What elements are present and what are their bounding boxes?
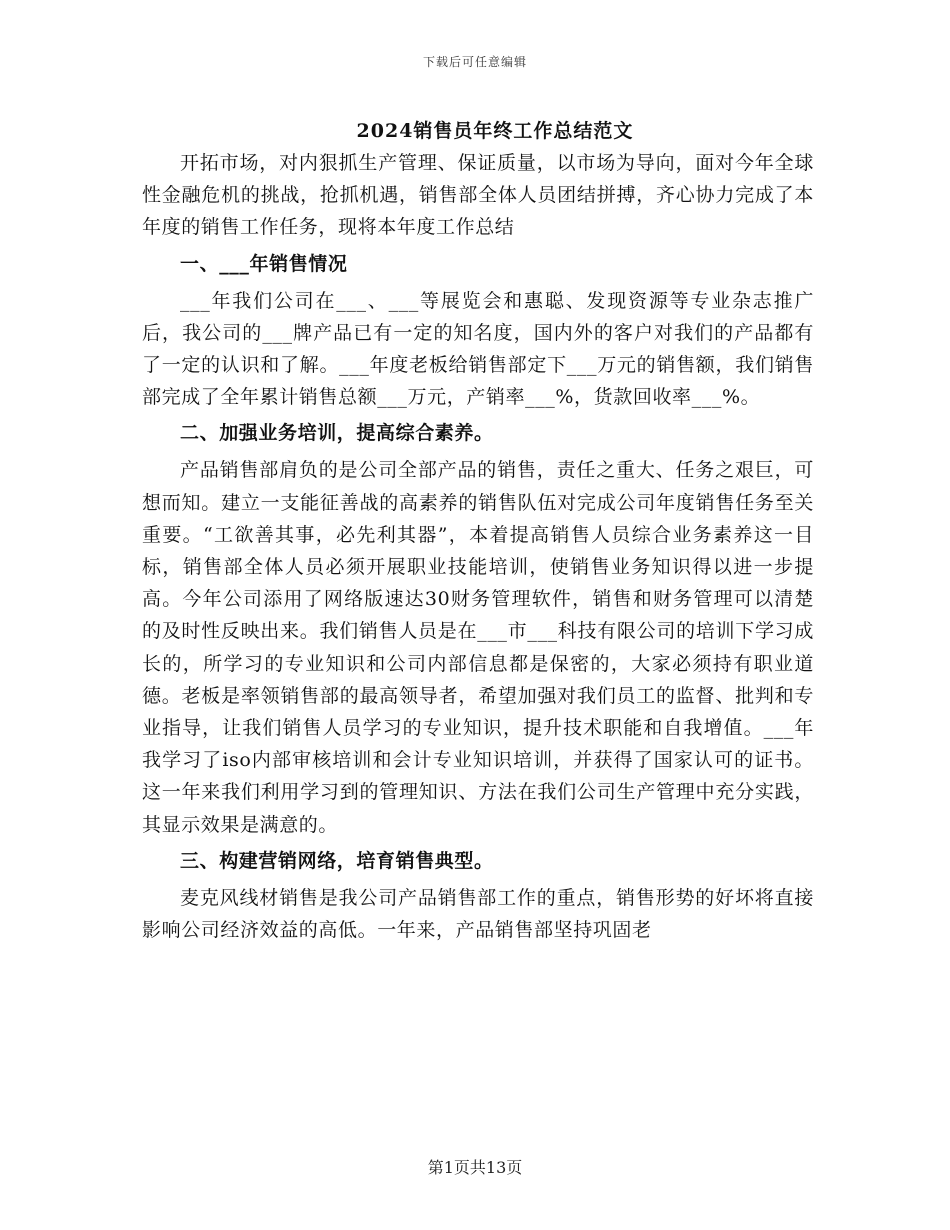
section-2-paragraph: 产品销售部肩负的是公司全部产品的销售，责任之重大、任务之艰巨，可想而知。建立一支能征善战的高素养的销售队伍对完成公司年度销售任务至关重要。“工欲善其事，必先利其器”，本着提高销售人员综合业务素养这一目标，销售部全体人员必须开展职业技能培训，使销售业务知识得以进一步提高。今年公司添用了网络版速达30财务管理软件，销售和财务管理可以清楚的及时性反映出来。我们销售人员是在___市___科技有限公司的培训下学习成长的，所学习的专业知识和公司内部信息都是保密的，大家必须持有职业道德。老板是率领销售部的最高领导者，希望加强对我们员工的监督、批判和专业指导，让我们销售人员学习的专业知识，提升技术职能和自我增值。___年我学习了iso内部审核培训和会计专业知识培训，并获得了国家认可的证书。这一年来我们利用学习到的管理知识、方法在我们公司生产管理中充分实践，其显示效果是满意的。 [142, 459, 814, 836]
section-3-heading: 三、构建营销网络，培育销售典型。 [180, 849, 494, 872]
section-1-paragraph: ___年我们公司在___、___等展览会和惠聪、发现资源等专业杂志推广后，我公司的___牌产品已有一定的知名度，国内外的客户对我们的产品都有了一定的认识和了解。___年度老板给销售部定下___万元的销售额，我们销售部完成了全年累计销售总额___万元，产销率___%，货款回收率___%。 [142, 289, 814, 409]
section-3-paragraph: 麦克风线材销售是我公司产品销售部工作的重点，销售形势的好坏将直接影响公司经济效益的高低。一年来，产品销售部坚持巩固老 [142, 886, 814, 942]
intro-paragraph: 开拓市场，对内狠抓生产管理、保证质量，以市场为导向，面对今年全球性金融危机的挑战，抢抓机遇，销售部全体人员团结拼搏，齐心协力完成了本年度的销售工作任务，现将本年度工作总结 [142, 152, 814, 239]
document-title: 2024销售员年终工作总结范文 [356, 120, 634, 142]
header-note: 下载后可任意编辑 [422, 55, 527, 69]
section-1-heading: 一、___年销售情况 [180, 252, 348, 275]
document-body [142, 147, 814, 946]
page-number: 第1页共13页 [427, 1158, 523, 1177]
section-2-heading: 二、加强业务培训，提高综合素养。 [180, 422, 494, 445]
